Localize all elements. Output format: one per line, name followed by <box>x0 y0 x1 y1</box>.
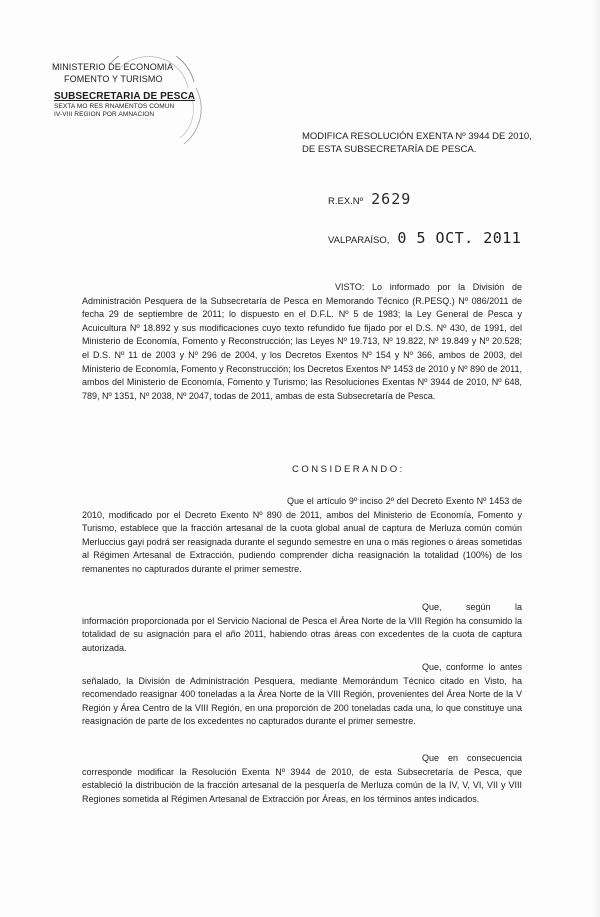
resolution-subject <box>302 130 562 156</box>
page-edge-shadow <box>592 0 600 917</box>
visto-paragraph: VISTO: Lo informado por la División de Administración Pesquera de la Subsecretaría de Pesca en Memorando Técnico (R.PESQ.) Nº 086/2011 de fecha 29 de septiembre de 2011; lo dispuesto en el D.F.L. Nº 5 de 1983; la Ley General de Pesca y Acuicultura Nº 18.892 y sus modificaciones cuyo texto refundido fue fijado por el D.S. Nº 430, de 1991, del Ministerio de Economía, Fomento y Reconstrucción; las Leyes Nº 19.713, Nº 19.822, Nº 19.849 y Nº 20.528; el D.S. Nº 11 de 2003 y Nº 296 de 2004, y los Decretos Exentos Nº 154 y Nº 366, ambos de 2003, del Ministerio de Economía, Fomento y Reconstrucción; los Decretos Exentos Nº 1453 de 2010 y Nº 890 de 2011, ambos del Ministerio de Economía, Fomento y Turismo; las Resoluciones Exentas Nº 3944 de 2010, Nº 648, 789, Nº 1351, Nº 2038, Nº 2047, todas de 2011, ambas de esta Subsecretaría de Pesca. <box>82 282 522 401</box>
rex-label: R.EX.Nº <box>328 196 364 207</box>
office-region-line: IV-VIII REGION POR AMNACION <box>54 110 155 118</box>
resolution-number <box>328 190 411 208</box>
date-line <box>328 229 521 247</box>
considerando-paragraph-4: Que en consecuencia corresponde modificar la Resolución Exenta Nº 3944 de 2010, de esta Subsecretaría de Pesca, que estableció la distribución de la fracción artesanal de la pesquería de Merluza común de la IV, V, VI, VII y VIII Regiones sometida al Régimen Artesanal de Extracción por Áreas, en los términos antes indicados. <box>82 753 522 804</box>
official-seal-stamp <box>92 56 204 156</box>
city-label: VALPARAÍSO, <box>328 235 390 246</box>
considerando-paragraph-2: Que, según la información proporcionada por el Servicio Nacional de Pesca el Área Norte de la VIII Región ha consumido la totalidad de su asignación para el año 2011, habiendo otras áreas con excedentes de la cuota de captura autorizada. <box>82 602 522 653</box>
considerando-paragraph-1: Que el artículo 9º inciso 2º del Decreto Exento Nº 1453 de 2010, modificado por el Decreto Exento Nº 890 de 2011, ambos del Ministerio de Economía, Fomento y Turismo, establece que la fracción artesanal de la cuota global anual de captura de Merluza común común Merluccius gayi podrá ser reasignada durante el segundo semestre en una o más regiones o áreas sometidas al Régimen Artesanal de Extracción, pudiendo comprender dicha reasignación la totalidad (100%) de los remanentes no capturados durante el primer semestre. <box>82 496 522 574</box>
considerando-paragraph-3: Que, conforme lo antes señalado, la División de Administración Pesquera, mediante Memorándum Técnico citado en Visto, ha recomendado reasignar 400 toneladas a la Área Norte de la VIII Región, provenientes del Área Norte de la V Región y Área Centro de la VIII Región, en una proporción de 200 toneladas cada una, lo que constituye una reasignación de parte de los excedentes no capturados durante el primer semestre. <box>82 662 522 727</box>
subsecretaria-line: SUBSECRETARIA DE PESCA <box>54 91 196 102</box>
considerando-heading: CONSIDERANDO: <box>292 464 405 475</box>
subject-line-2: DE ESTA SUBSECRETARÍA DE PESCA. <box>302 144 477 155</box>
rex-number: 2629 <box>371 190 412 208</box>
office-line: SEXTA MO RES RNAMENTOS COMUN <box>54 102 175 110</box>
ministry-subline: FOMENTO Y TURISMO <box>64 73 163 84</box>
date-stamp: 0 5 OCT. 2011 <box>397 229 522 247</box>
subject-line-1: MODIFICA RESOLUCIÓN EXENTA Nº 3944 DE 2010, <box>302 131 532 142</box>
ministry-line: MINISTERIO DE ECONOMIA <box>52 62 174 72</box>
